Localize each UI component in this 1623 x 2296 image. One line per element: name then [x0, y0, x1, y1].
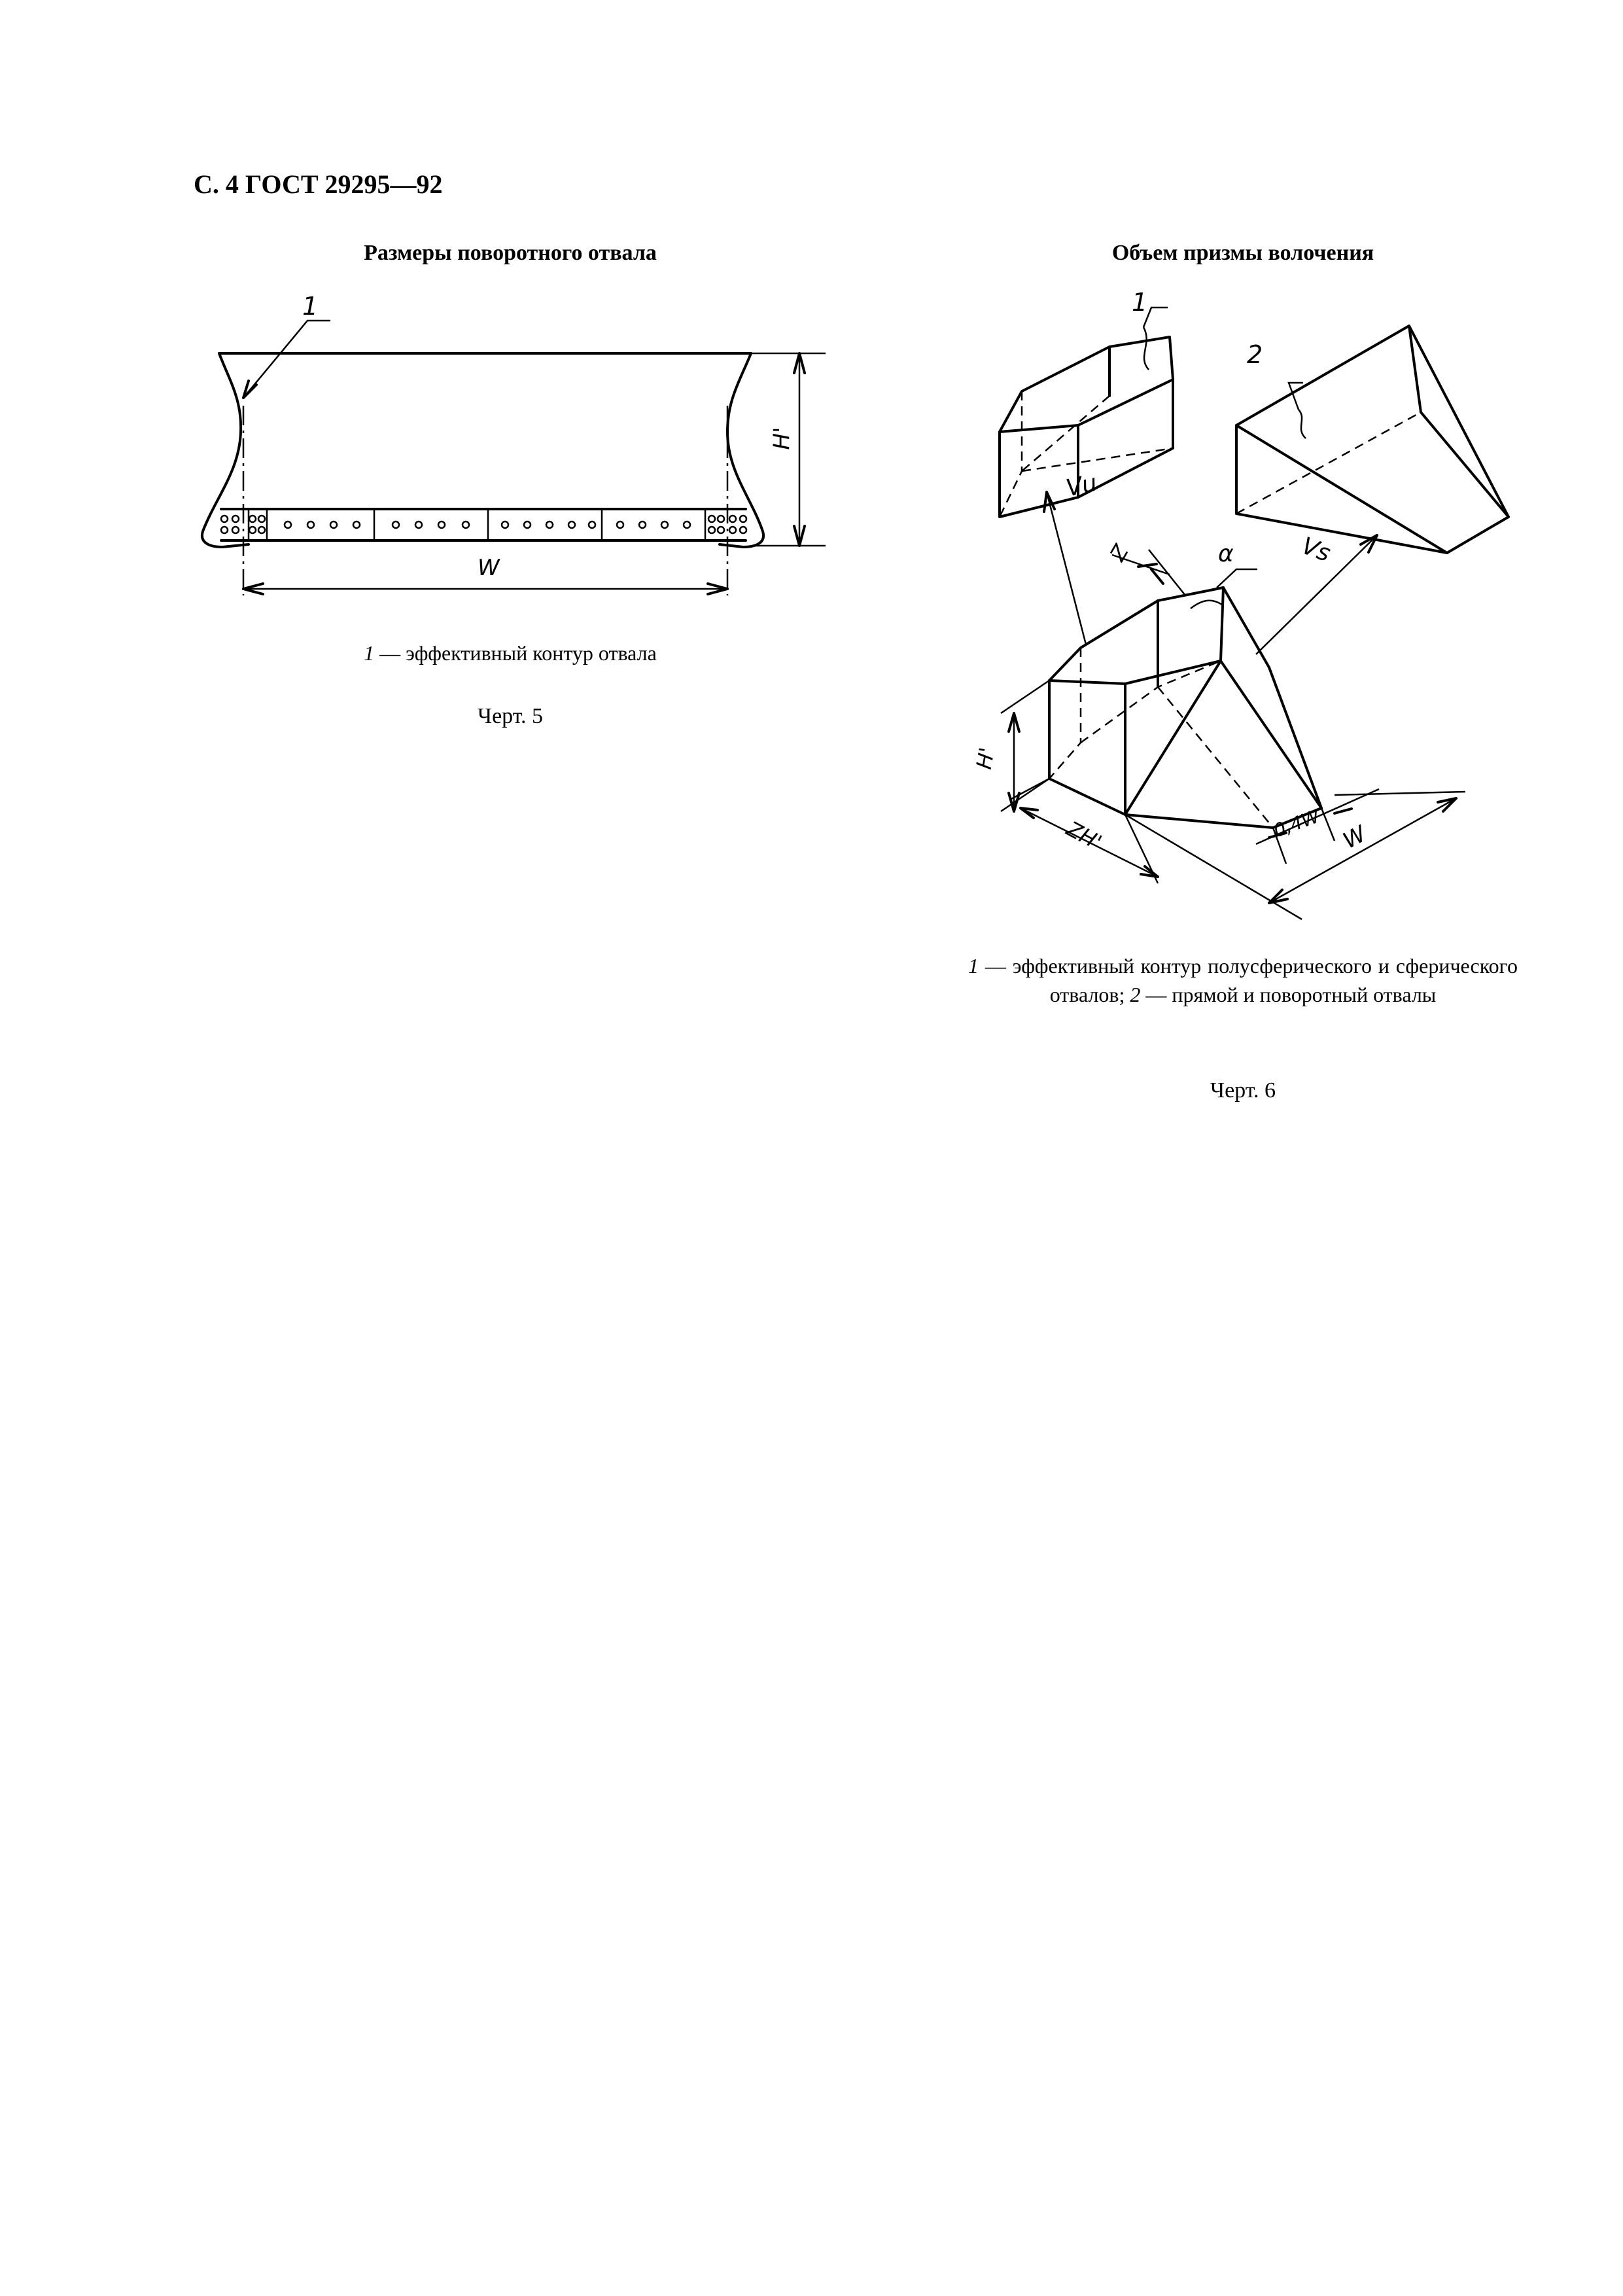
fig5-ref: Черт. 5: [477, 704, 544, 728]
fig5-label-1: 1: [302, 292, 319, 321]
fig6-label-alpha: α: [1218, 540, 1234, 567]
fig5-label-w: W: [478, 555, 500, 581]
fig6-label-z: Z: [1105, 540, 1134, 565]
fig6-label-2: 2: [1247, 340, 1263, 369]
page-header: С. 4 ГОСТ 29295—92: [194, 169, 443, 199]
fig5-label-h: H': [769, 427, 795, 450]
fig6-label-vs: Vs: [1298, 532, 1335, 568]
fig5-title: Размеры поворотного отвала: [364, 241, 657, 265]
fig6-label-04w: 0,4W: [1270, 805, 1323, 842]
fig6-label-vu: Vu: [1064, 469, 1100, 503]
fig6-caption: 1 — эффективный контур полусферического и сферического отвалов; 2 — прямой и поворотный отвалы: [968, 954, 1518, 1006]
fig6-ref: Черт. 6: [1210, 1078, 1276, 1103]
fig6-title: Объем призмы волочения: [1111, 241, 1374, 265]
fig6-label-2h: ZH': [1062, 816, 1106, 855]
fig6-label-h: H': [971, 745, 1000, 771]
fig5-caption: 1 — эффективный контур отвала: [364, 641, 657, 665]
fig6-label-1: 1: [1132, 288, 1148, 317]
fig6-label-w: W: [1338, 821, 1371, 855]
